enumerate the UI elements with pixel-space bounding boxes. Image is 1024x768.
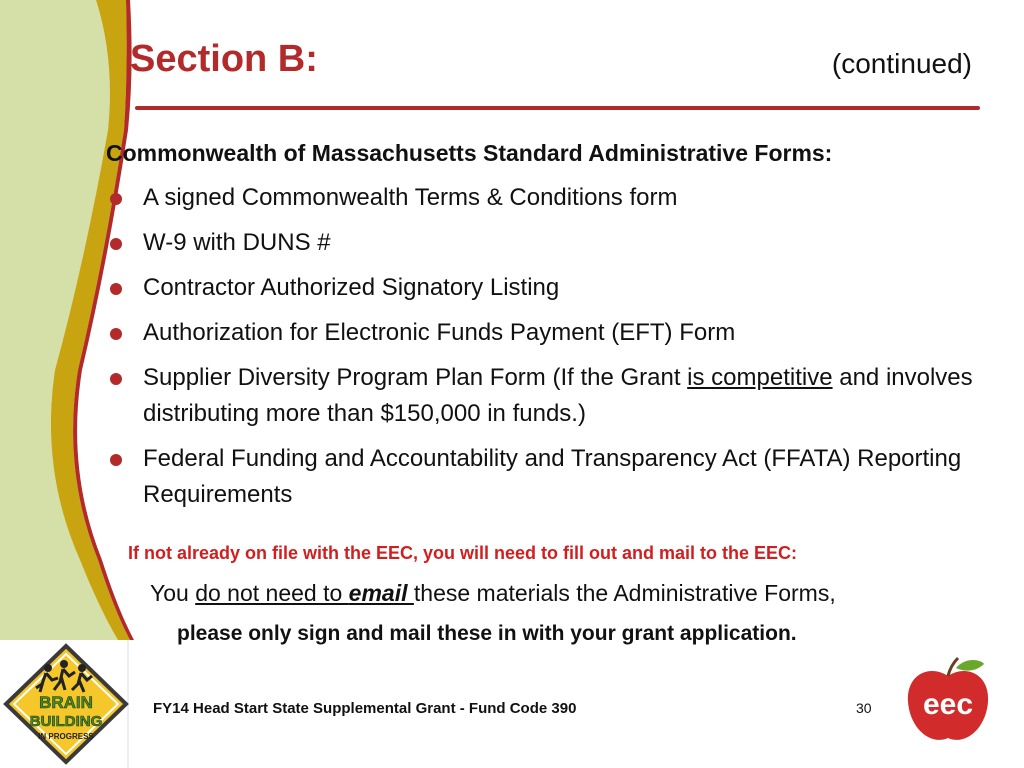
- list-item-text: Authorization for Electronic Funds Payment (EFT) Form: [143, 319, 736, 346]
- page-title: Section B:: [130, 38, 318, 80]
- bullet-icon: [110, 238, 122, 250]
- list-item: [106, 225, 986, 261]
- list-item-text: Federal Funding and Accountability and Transparency Act (FFATA) Reporting Requirements: [143, 445, 962, 508]
- list-item-text: W-9 with DUNS #: [143, 229, 331, 256]
- list-item: [106, 315, 986, 351]
- bullet-icon: [110, 328, 122, 340]
- list-item-text-pre: Supplier Diversity Program Plan Form (If the Grant: [143, 364, 688, 391]
- eec-logo-text: eec: [922, 688, 974, 721]
- badge-text-building: BUILDING: [29, 713, 103, 730]
- bullet-icon: [110, 283, 122, 295]
- page-number: 30: [856, 700, 872, 716]
- brain-building-badge: [2, 642, 130, 766]
- email-notice-pre: You: [150, 580, 196, 606]
- sign-notice: please only sign and mail these in with your grant application.: [177, 622, 797, 645]
- badge-text-progress: IN PROGRESS: [38, 732, 94, 741]
- list-item-text: A signed Commonwealth Terms & Conditions form: [143, 184, 678, 211]
- list-item-text-post: and involves distributing more than $150,000 in funds.): [143, 364, 973, 427]
- email-notice-underlined: [195, 580, 414, 606]
- list-item-text: Contractor Authorized Signatory Listing: [143, 274, 560, 301]
- list-item: [106, 270, 986, 306]
- bullet-icon: [110, 373, 122, 385]
- email-notice-post: these materials the Administrative Forms,: [413, 580, 836, 606]
- mail-notice: If not already on file with the EEC, you will need to fill out and mail to the EEC:: [128, 543, 798, 563]
- email-notice-emphasis: email: [348, 580, 414, 606]
- bullet-icon: [110, 454, 122, 466]
- list-item-text-underlined: is competitive: [687, 364, 833, 391]
- forms-list: [106, 180, 986, 522]
- list-item: [106, 180, 986, 216]
- section-heading: Commonwealth of Massachusetts Standard Administrative Forms:: [106, 140, 833, 166]
- title-divider: [135, 106, 980, 110]
- badge-text-brain: BRAIN: [39, 693, 93, 712]
- bullet-icon: [110, 193, 122, 205]
- list-item: [106, 441, 986, 513]
- email-notice-underlined-text: do not need to: [195, 580, 349, 606]
- eec-logo: [900, 654, 996, 750]
- list-item: [106, 360, 986, 432]
- email-notice: [150, 580, 836, 607]
- footer-text: FY14 Head Start State Supplemental Grant - Fund Code 390: [153, 700, 577, 717]
- continued-label: (continued): [831, 48, 972, 79]
